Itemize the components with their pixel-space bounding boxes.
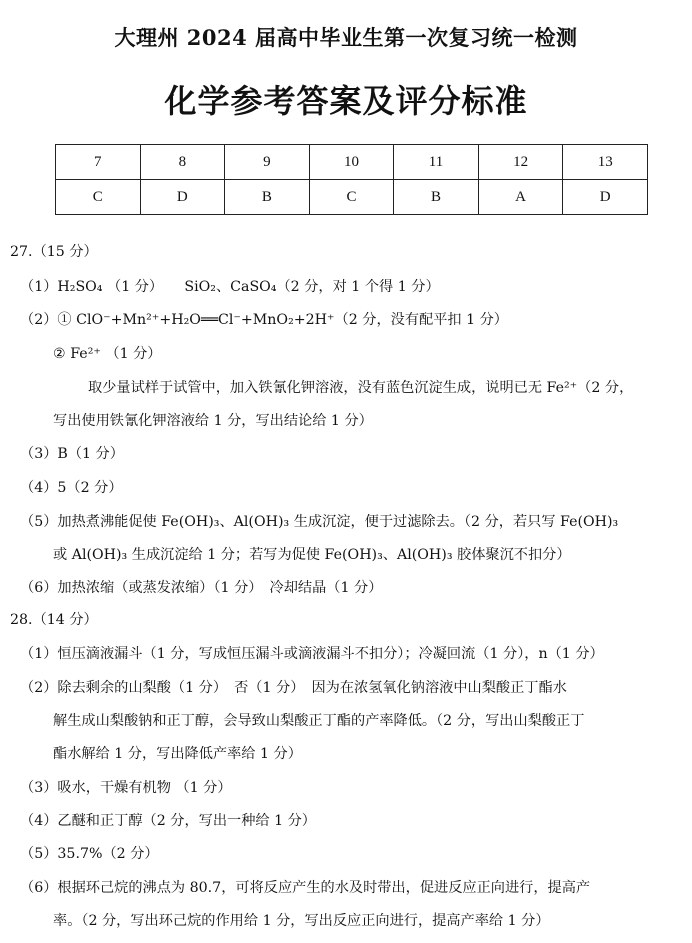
question-number-cell: 10 xyxy=(309,145,394,180)
question-number-row xyxy=(56,145,648,180)
question-number-cell: 13 xyxy=(563,145,648,180)
q28-part1: （1）恒压滴液漏斗（1 分，写成恒压漏斗或滴液漏斗不扣分）；冷凝回流（1 分），n（1 分） xyxy=(20,646,604,662)
q27-heading: 27.（15 分） xyxy=(10,244,98,260)
answer-cell: D xyxy=(563,180,648,215)
q27-part2-line3: 取少量试样于试管中，加入铁氰化钾溶液，没有蓝色沉淀生成，说明已无 Fe²⁺（2 分， xyxy=(88,380,634,396)
q27-part2-line1: （2）① ClO⁻+Mn²⁺+H₂O══Cl⁻+MnO₂+2H⁺（2 分，没有配平扣 1 分） xyxy=(20,312,508,328)
q28-part3: （3）吸水，干燥有机物 （1 分） xyxy=(20,780,232,796)
q28-heading: 28.（14 分） xyxy=(10,612,98,628)
answer-table xyxy=(55,144,648,215)
answer-cell: C xyxy=(56,180,141,215)
answer-cell: D xyxy=(140,180,225,215)
document-subtitle: 化学参考答案及评分标准 xyxy=(164,82,528,120)
q27-part3: （3）B（1 分） xyxy=(20,446,124,462)
q27-part4: （4）5（2 分） xyxy=(20,480,123,496)
q27-part5-line2: 或 Al(OH)₃ 生成沉淀给 1 分；若写为促使 Fe(OH)₃、Al(OH)₃ 胶体聚沉不扣分） xyxy=(53,547,571,563)
q28-part2-line2: 解生成山梨酸钠和正丁醇，会导致山梨酸正丁酯的产率降低。（2 分，写出山梨酸正丁 xyxy=(53,713,585,729)
q27-part1: （1）H₂SO₄ （1 分） SiO₂、CaSO₄（2 分，对 1 个得 1 分） xyxy=(20,279,440,295)
q28-part6-line1: （6）根据环己烷的沸点为 80.7，可将反应产生的水及时带出，促进反应正向进行，提高产 xyxy=(20,880,591,896)
answer-cell: A xyxy=(478,180,563,215)
question-number-cell: 9 xyxy=(225,145,310,180)
q28-part4: （4）乙醚和正丁醇（2 分，写出一种给 1 分） xyxy=(20,813,316,829)
answer-cell: B xyxy=(394,180,479,215)
document-title: 大理州 2024 届高中毕业生第一次复习统一检测 xyxy=(114,25,578,50)
q27-part2-line4: 写出使用铁氰化钾溶液给 1 分，写出结论给 1 分） xyxy=(53,413,373,429)
question-number-cell: 11 xyxy=(394,145,479,180)
q28-part2-line1: （2）除去剩余的山梨酸（1 分） 否（1 分） 因为在浓氢氧化钠溶液中山梨酸正丁酯水 xyxy=(20,680,567,696)
answer-cell: B xyxy=(225,180,310,215)
q27-part5-line1: （5）加热煮沸能促使 Fe(OH)₃、Al(OH)₃ 生成沉淀，便于过滤除去。（2 分，若只写 Fe(OH)₃ xyxy=(20,514,619,530)
question-number-cell: 8 xyxy=(140,145,225,180)
q27-part6: （6）加热浓缩（或蒸发浓缩）（1 分） 冷却结晶（1 分） xyxy=(20,580,383,596)
answer-cell: C xyxy=(309,180,394,215)
q27-part2-line2: ② Fe²⁺ （1 分） xyxy=(53,346,162,362)
question-number-cell: 7 xyxy=(56,145,141,180)
question-number-cell: 12 xyxy=(478,145,563,180)
q28-part5: （5）35.7%（2 分） xyxy=(20,846,159,862)
q28-part6-line2: 率。（2 分，写出环己烷的作用给 1 分，写出反应正向进行，提高产率给 1 分） xyxy=(53,913,550,929)
q28-part2-line3: 酯水解给 1 分，写出降低产率给 1 分） xyxy=(53,746,302,762)
answer-row xyxy=(56,180,648,215)
